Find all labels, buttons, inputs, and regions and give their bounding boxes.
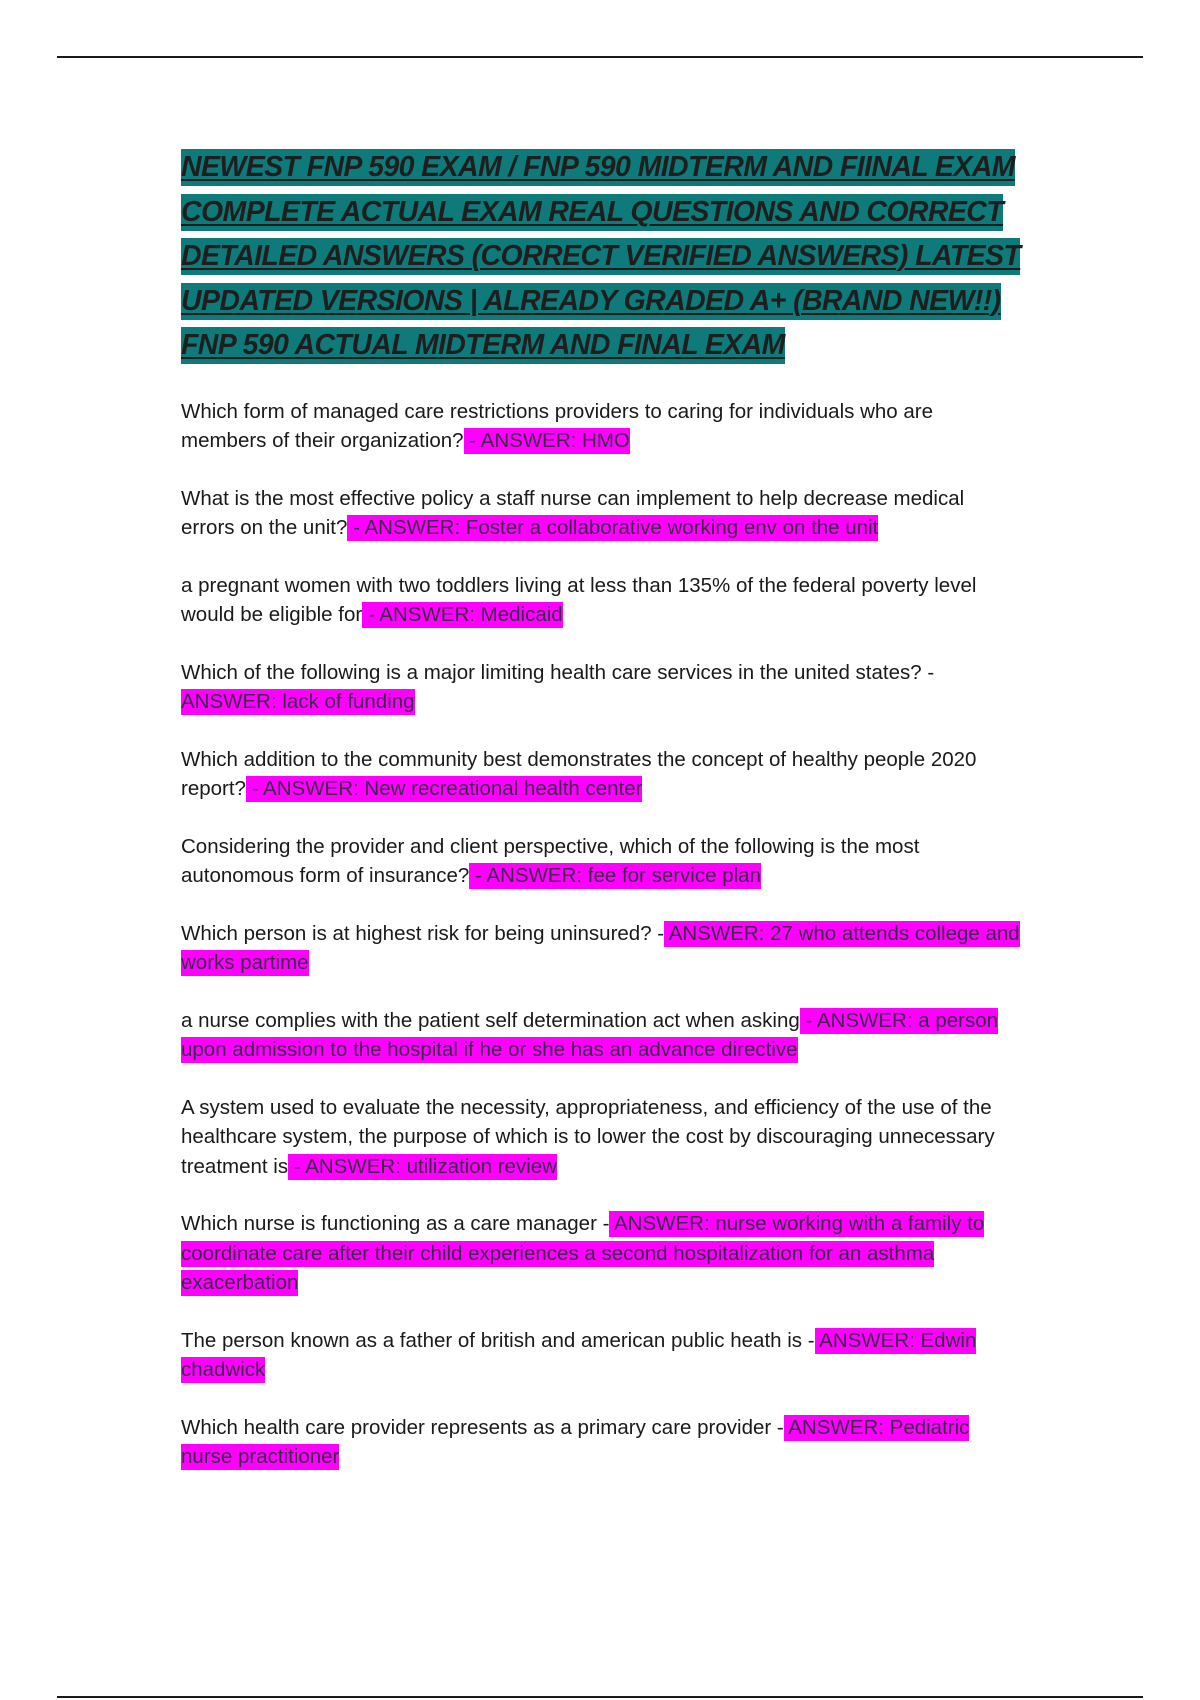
answer-highlight: - ANSWER: utilization review bbox=[288, 1154, 557, 1178]
question-text: A system used to evaluate the necessity, appropriateness, and efficiency of the use of the healthcare system, the purpose of which is to lower the cost by discouraging unnecessary treatment is bbox=[181, 1095, 995, 1178]
question-text: Which addition to the community best demonstrates the concept of healthy people 2020 report? bbox=[181, 747, 977, 800]
document-title bbox=[181, 145, 1021, 368]
answer-highlight: - ANSWER: New recreational health center bbox=[245, 777, 643, 800]
answer-highlight: ANSWER: nurse working with a family to coordinate care after their child experiences a second hospitalization for an asthma exacerbation bbox=[181, 1212, 985, 1294]
qa-item-8 bbox=[181, 1006, 1021, 1065]
answer-highlight: - ANSWER: Foster a collaborative working env on the unit bbox=[347, 516, 879, 539]
qa-item-1 bbox=[181, 397, 1021, 456]
question-text: What is the most effective policy a staff nurse can implement to help decrease medical errors on the unit? bbox=[181, 486, 965, 539]
bottom-rule bbox=[57, 1696, 1143, 1698]
question-text: Which form of managed care restrictions providers to caring for individuals who are members of their organization? bbox=[181, 399, 933, 452]
answer-highlight: ANSWER: 27 who attends college and works partime bbox=[181, 921, 1020, 974]
question-text: Considering the provider and client perspective, which of the following is the most autonomous form of insurance? bbox=[181, 834, 920, 887]
question-text: The person known as a father of british and american public heath is - bbox=[181, 1328, 815, 1352]
title-highlight: NEWEST FNP 590 EXAM / FNP 590 MIDTERM AND FIINAL EXAM COMPLETE ACTUAL EXAM REAL QUESTIONS AND CORRECT DETAILED ANSWERS (CORRECT VERIFIED ANSWERS) LATEST UPDATED VERSIONS | ALREADY GRADED A+ (BRAND NEW!!) FNP 590 ACTUAL MIDTERM AND FINAL EXAM bbox=[181, 149, 1020, 364]
answer-highlight: ANSWER: Edwin chadwick bbox=[181, 1328, 977, 1381]
qa-item-3 bbox=[181, 571, 1021, 630]
answer-highlight: - ANSWER: Medicaid bbox=[362, 603, 563, 626]
qa-item-6 bbox=[181, 832, 1021, 891]
qa-item-7 bbox=[181, 919, 1021, 978]
answer-highlight: - ANSWER: a person upon admission to the hospital if he or she has an advance directive bbox=[181, 1008, 998, 1061]
answer-highlight: ANSWER: Pediatric nurse practitioner bbox=[181, 1415, 970, 1468]
qa-item-10 bbox=[181, 1209, 1021, 1298]
top-rule bbox=[57, 56, 1143, 58]
qa-item-2 bbox=[181, 484, 1021, 543]
qa-item-12 bbox=[181, 1413, 1021, 1472]
qa-item-11 bbox=[181, 1326, 1021, 1385]
question-text: Which person is at highest risk for being uninsured? - bbox=[181, 921, 665, 945]
question-text: a nurse complies with the patient self determination act when asking bbox=[181, 1008, 800, 1032]
answer-highlight: - ANSWER: fee for service plan bbox=[469, 864, 761, 887]
document-body bbox=[181, 145, 1021, 1500]
answer-highlight: - ANSWER: HMO bbox=[463, 429, 630, 452]
answer-highlight: ANSWER: lack of funding bbox=[181, 690, 415, 713]
question-text: Which of the following is a major limiting health care services in the united states? - bbox=[181, 660, 935, 684]
qa-item-9 bbox=[181, 1093, 1021, 1182]
qa-item-5 bbox=[181, 745, 1021, 804]
question-text: Which health care provider represents as a primary care provider - bbox=[181, 1415, 784, 1439]
question-text: a pregnant women with two toddlers living at less than 135% of the federal poverty level would be eligible for bbox=[181, 573, 977, 626]
qa-item-4 bbox=[181, 658, 1021, 717]
question-text: Which nurse is functioning as a care manager - bbox=[181, 1212, 610, 1235]
